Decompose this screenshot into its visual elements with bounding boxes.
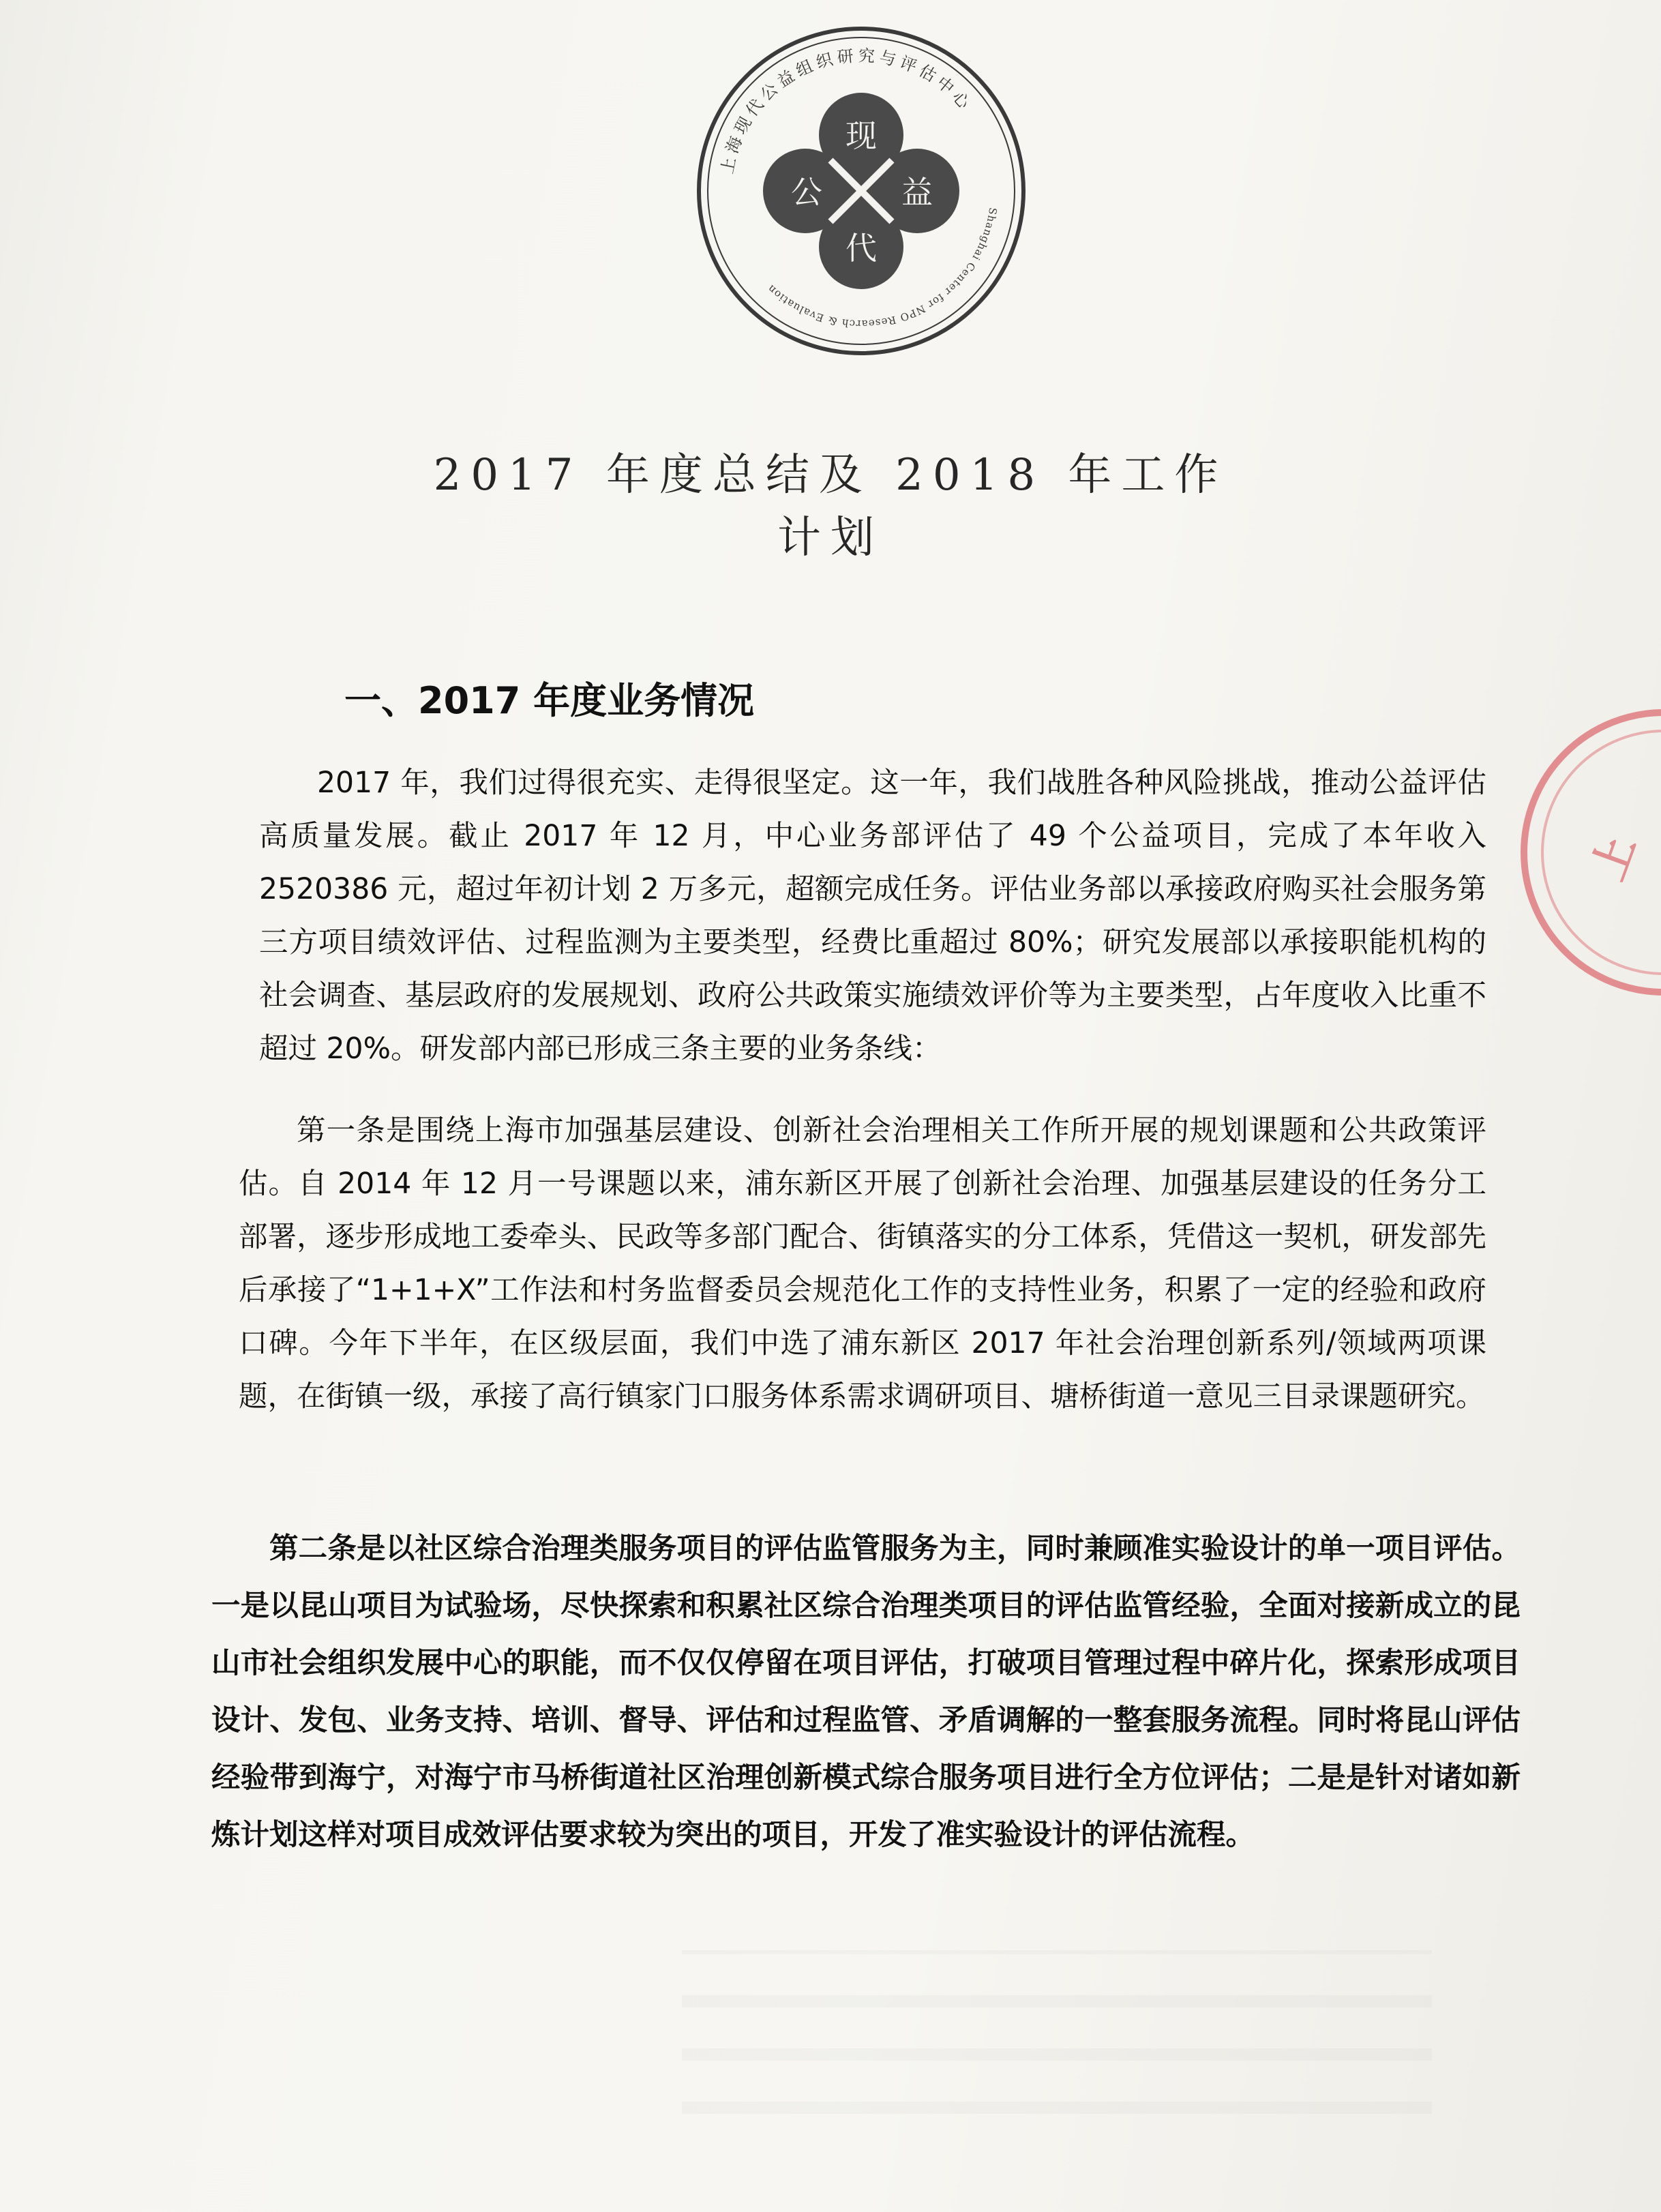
bleed-through-text [682, 1950, 1432, 2155]
paragraph-summary: 2017 年，我们过得很充实、走得很坚定。这一年，我们战胜各种风险挑战，推动公益评估高质量发展。截止 2017 年 12 月，中心业务部评估了 49 个公益项目，完成了本年收入 2520386 元，超过年初计划 2 万多元，超额完成任务。评估业务部以承接政府购买社会服务第三方项目绩效评估、过程监测为主要类型，经费比重超过 80%；研究发展部以承接职能机构的社会调查、基层政府的发展规划、政府公共政策实施绩效评价等为主要类型，占年度收入比重不超过 20%。研发部内部已形成三条主要的业务条线： [259, 766, 1486, 1066]
document-title: 2017 年度总结及 2018 年工作计划 [433, 450, 1228, 563]
logo-char-top: 现 [846, 117, 877, 154]
logo-char-bottom: 代 [846, 230, 877, 267]
logo-ring-text-en: Shanghai Center for NPO Research & Evaluation [764, 207, 1000, 331]
paragraph-business-line-1: 第一条是围绕上海市加强基层建设、创新社会治理相关工作所开展的规划课题和公共政策评估。自 2014 年 12 月一号课题以来，浦东新区开展了创新社会治理、加强基层建设的任务分工部署，逐步形成地工委牵头、民政等多部门配合、街镇落实的分工体系，凭借这一契机，研发部先后承接了“1+1+X”工作法和村务监督委员会规范化工作的支持性业务，积累了一定的经验和政府口碑。今年下半年，在区级层面，我们中选了浦东新区 2017 年社会治理创新系列/领域两项课题，在街镇一级，承接了高行镇家门口服务体系需求调研项目、塘桥街道一意见三目录课题研究。 [239, 1114, 1486, 1414]
paragraph-business-line-2: 第二条是以社区综合治理类服务项目的评估监管服务为主，同时兼顾准实验设计的单一项目评估。一是以昆山项目为试验场，尽快探索和积累社区综合治理类项目的评估监管经验，全面对接新成立的昆山市社会组织发展中心的职能，而不仅仅停留在项目评估，打破项目管理过程中碎片化，探索形成项目设计、发包、业务支持、培训、督导、评估和过程监管、矛盾调解的一整套服务流程。同时将昆山评估经验带到海宁，对海宁市马桥街道社区治理创新模式综合服务项目进行全方位评估；二是是针对诸如新炼计划这样对项目成效评估要求较为突出的项目，开发了准实验设计的评估流程。 [211, 1532, 1521, 1852]
logo-char-left: 公 [791, 174, 822, 211]
logo-char-right: 益 [901, 174, 933, 211]
organization-logo [691, 20, 1032, 361]
logo-ring-text-cn: 上海现代公益组织研究与评估中心 [717, 46, 976, 176]
official-seal-text: 上 [1582, 828, 1646, 887]
section-heading: 一、2017 年度业务情况 [344, 679, 755, 722]
